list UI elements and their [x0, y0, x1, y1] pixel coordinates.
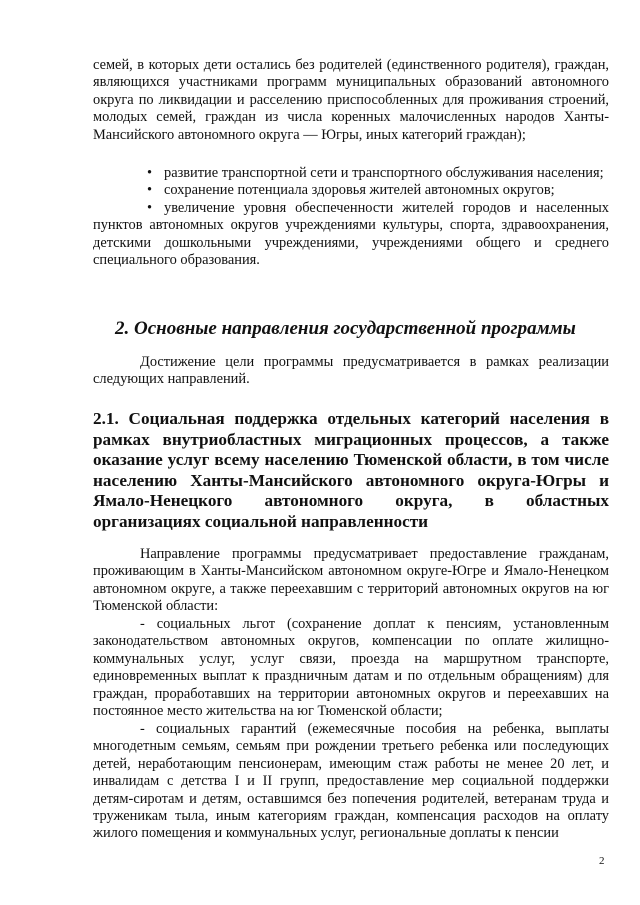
bullet-list	[93, 165, 609, 269]
section-intro: Достижение цели программы предусматривается в рамках реализации следующих направлений.	[93, 354, 609, 388]
bullet-marker: •	[147, 199, 153, 216]
bullet-marker: •	[147, 165, 153, 181]
section-heading: 2. Основные направления государственной программы	[115, 318, 576, 339]
bullet-item	[93, 165, 609, 182]
page-number: 2	[599, 855, 605, 867]
subsection-heading: 2.1. Социальная поддержка отдельных категорий населения в рамках внутриобластных миграционных процессов, а также оказание услуг всему населению Тюменской области, в том числе населению Ханты-Мансийского автономного округа-Югры и Ямало-Ненецкого автономного округа, в областных организациях социальной направленности	[93, 409, 609, 531]
bullet-text: увеличение уровня обеспеченности жителей городов и населенных пунктов автономных округов учреждениями культуры, спорта, здравоохранения, детскими дошкольными учреждениями, учреждениями общего и среднего специального образования.	[93, 199, 609, 269]
intro-paragraph: семей, в которых дети остались без родителей (единственного родителя), граждан, являющихся участниками программ муниципальных образований автономного округа по ликвидации и расселению приспособленных для проживания строений, молодых семей, граждан из числа коренных малочисленных народов Ханты-Мансийского автономного округа — Югры, иных категорий граждан);	[93, 57, 609, 143]
body-paragraph: - социальных гарантий (ежемесячные пособия на ребенка, выплаты многодетным семьям, семьям при рождении третьего ребенка или последующих детей, неработающим пенсионерам, имеющим стаж работы не менее 20 лет, и инвалидам с детства I и II групп, предоставление мер социальной поддержки детям-сиротам и детям, оставшимся без попечения родителей, ветеранам труда и труженикам тыла, иным категориям граждан, компенсация расходов на оплату жилого помещения и коммунальных услуг, региональные доплаты к пенсии	[93, 721, 609, 842]
bullet-text: сохранение потенциала здоровья жителей автономных округов;	[164, 182, 555, 199]
bullet-text: развитие транспортной сети и транспортного обслуживания населения;	[164, 165, 604, 181]
body-paragraph: - социальных льгот (сохранение доплат к пенсиям, установленным законодательством автономных округов, компенсации по оплате жилищно-коммунальных услуг, услуг связи, проезда на маршрутном транспорте, единовременных выплат к праздничным датам и по отдельным обращениям) для граждан, проработавших на территории автономных округов и переехавших на постоянное место жительства на юг Тюменской области;	[93, 616, 609, 720]
body-paragraph: Направление программы предусматривает предоставление гражданам, проживающим в Ханты-Мансийском автономном округе-Югре и Ямало-Ненецком автономном округе, а также переехавшим с территорий автономных округов на юг Тюменской области:	[93, 546, 609, 615]
bullet-item	[93, 200, 609, 270]
bullet-item	[93, 182, 609, 199]
bullet-marker: •	[147, 182, 153, 199]
